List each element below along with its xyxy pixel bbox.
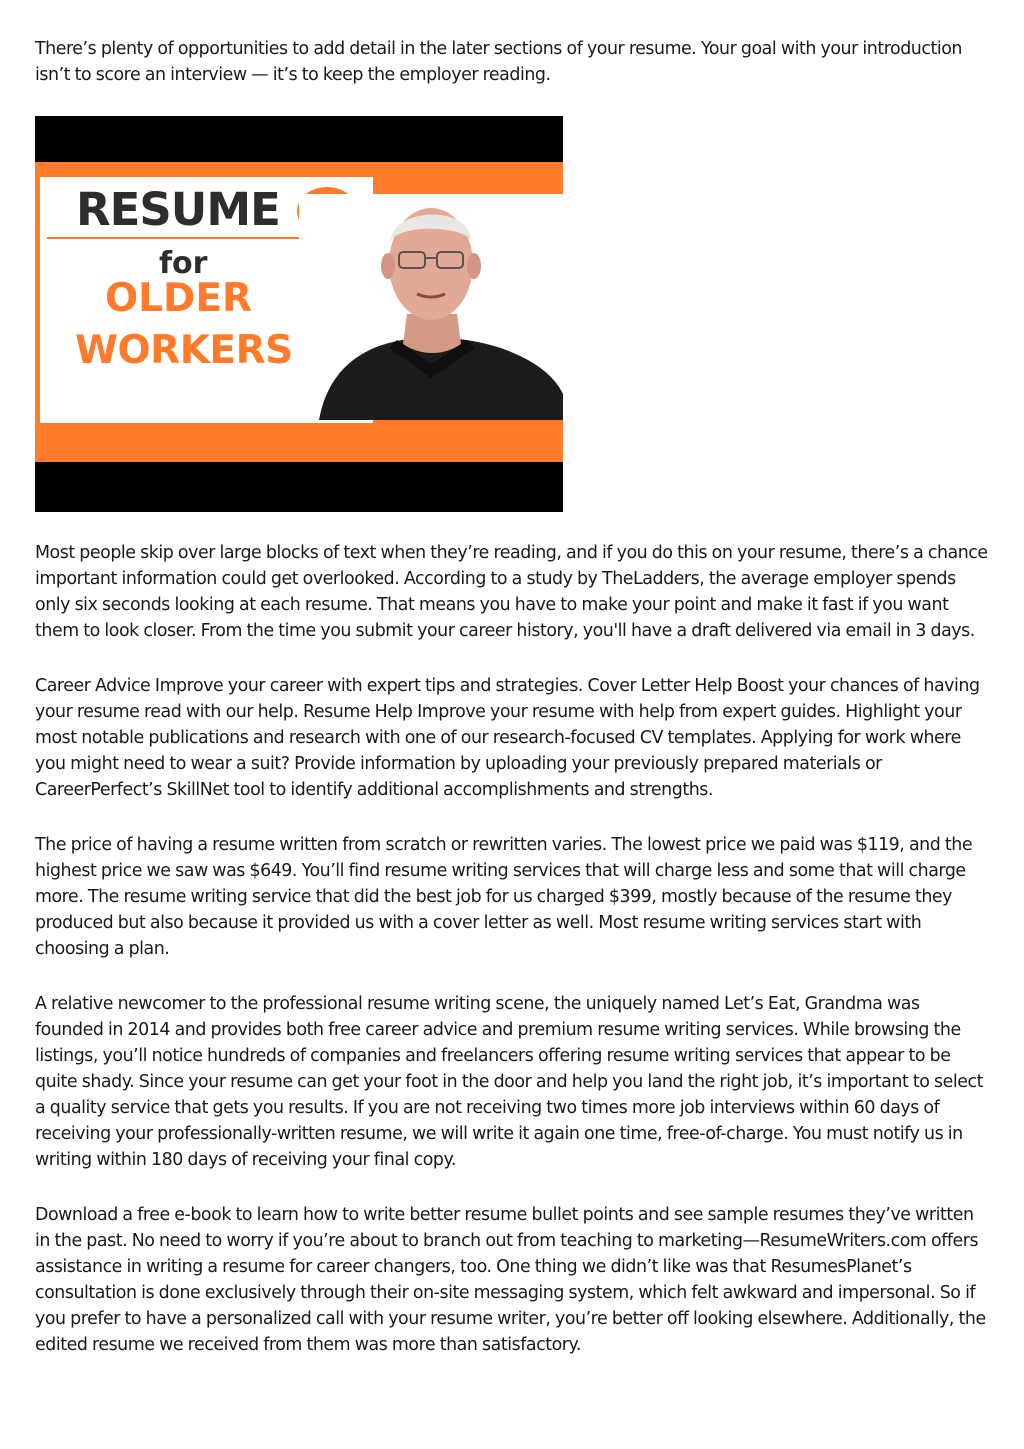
thumbnail-title-workers: WORKERS (75, 328, 293, 373)
thumbnail-title-resume: RESUME (76, 183, 280, 236)
presenter-portrait-icon (299, 194, 563, 420)
body-paragraph: A relative newcomer to the professional resume writing scene, the uniquely named Let’s Eat, Grandma was founded in 2014 and provides both free career advice and premium resume writing services. While browsing the listings, you’ll notice hundreds of companies and freelancers offering resume writing services that appear to be quite shady. Since your resume can get your foot in the door and help you land the right job, it’s important to select a quality service that gets you results. If you are not receiving two times more job interviews within 60 days of receiving your professionally-written resume, we will write it again one time, free-of-charge. You must notify us in writing within 180 days of receiving your final copy. (35, 994, 984, 1170)
thumbnail-title-underline (47, 237, 311, 239)
body-paragraph: Download a free e-book to learn how to write better resume bullet points and see sample resumes they’ve written in the past. No need to worry if you’re about to branch out from teaching to marketing—ResumeWriters.com offers assistance in writing a resume for career changers, too. One thing we didn’t like was that ResumesPlanet’s consultation is done exclusively through their on-site messaging system, which felt awkward and impersonal. So if you prefer to have a personalized call with your resume writer, you’re better off looking elsewhere. Additionally, the edited resume we received from them was more than satisfactory. (35, 1205, 986, 1355)
thumbnail-title-for: for (159, 246, 208, 281)
body-paragraph: The price of having a resume written from scratch or rewritten varies. The lowest price we paid was $119, and the highest price we saw was $649. You’ll find resume writing services that will charge less and some that will charge more. The resume writing service that did the best job for us charged $399, mostly because of the resume they produced but also because it provided us with a cover letter as well. Most resume writing services start with choosing a plan. (35, 835, 973, 959)
article-body (35, 36, 990, 1358)
body-paragraph: Most people skip over large blocks of text when they’re reading, and if you do this on your resume, there’s a chance important information could get overlooked. According to a study by TheLadders, the average employer spends only six seconds looking at each resume. That means you have to make your point and make it fast if you want them to look closer. From the time you submit your career history, you'll have a draft delivered via email in 3 days. (35, 543, 988, 641)
intro-paragraph: There’s plenty of opportunities to add detail in the later sections of your resume. Your goal with your introduction isn’t to score an interview — it’s to keep the employer reading. (35, 39, 962, 85)
resume-tips-video-thumbnail[interactable] (35, 116, 563, 512)
body-paragraph: Career Advice Improve your career with expert tips and strategies. Cover Letter Help Boost your chances of having your resume read with our help. Resume Help Improve your resume with help from expert guides. Highlight your most notable publications and research with one of our research-focused CV templates. Applying for work where you might need to wear a suit? Provide information by uploading your previously prepared materials or CareerPerfect’s SkillNet tool to identify additional accomplishments and strengths. (35, 676, 980, 800)
thumbnail-title-older: OLDER (105, 276, 253, 321)
